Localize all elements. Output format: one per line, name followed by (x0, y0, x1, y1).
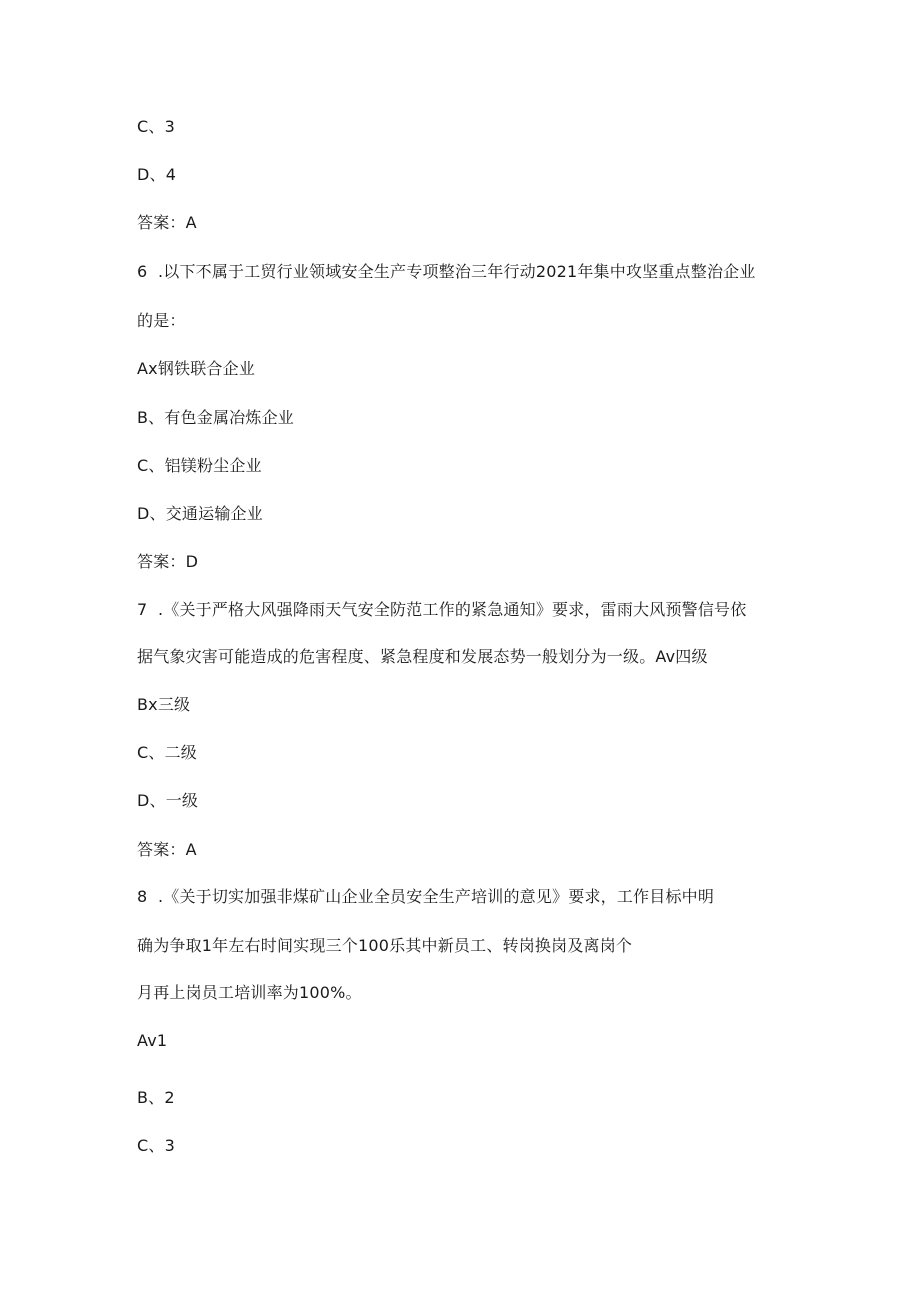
question-6-text: 6 .以下不属于工贸行业领域安全生产专项整治三年行动2021年集中攻坚重点整治企业 (137, 262, 756, 281)
question-6-text-cont: 的是： (137, 311, 186, 330)
option-c: C、3 (137, 1136, 175, 1155)
question-8-text-cont-2: 月再上岗员工培训率为100%。 (137, 983, 362, 1002)
option-b: B、有色金属冶炼企业 (137, 408, 294, 427)
answer-line: 答案：A (137, 840, 197, 859)
option-a: Av1 (137, 1031, 168, 1050)
option-c: C、铝镁粉尘企业 (137, 456, 262, 475)
option-c: C、3 (137, 117, 175, 136)
question-8-text: 8 .《关于切实加强非煤矿山企业全员安全生产培训的意见》要求，工作目标中明 (137, 887, 715, 906)
option-b: B、2 (137, 1088, 175, 1107)
option-d: D、交通运输企业 (137, 504, 263, 523)
question-8-text-cont: 确为争取1年左右时间实现三个100乐其中新员工、转岗换岗及离岗个 (137, 936, 633, 955)
answer-line: 答案：A (137, 213, 197, 232)
answer-line: 答案：D (137, 552, 199, 571)
option-c: C、二级 (137, 743, 197, 762)
option-d: D、4 (137, 165, 177, 184)
question-7-text: 7 .《关于严格大风强降雨天气安全防范工作的紧急通知》要求，雷雨大风预警信号依 (137, 600, 747, 619)
option-b: Bx三级 (137, 695, 191, 714)
option-d: D、一级 (137, 791, 199, 810)
option-a: Ax钢铁联合企业 (137, 359, 256, 378)
question-7-text-cont: 据气象灾害可能造成的危害程度、紧急程度和发展态势一般划分为一级。Av四级 (137, 647, 708, 666)
